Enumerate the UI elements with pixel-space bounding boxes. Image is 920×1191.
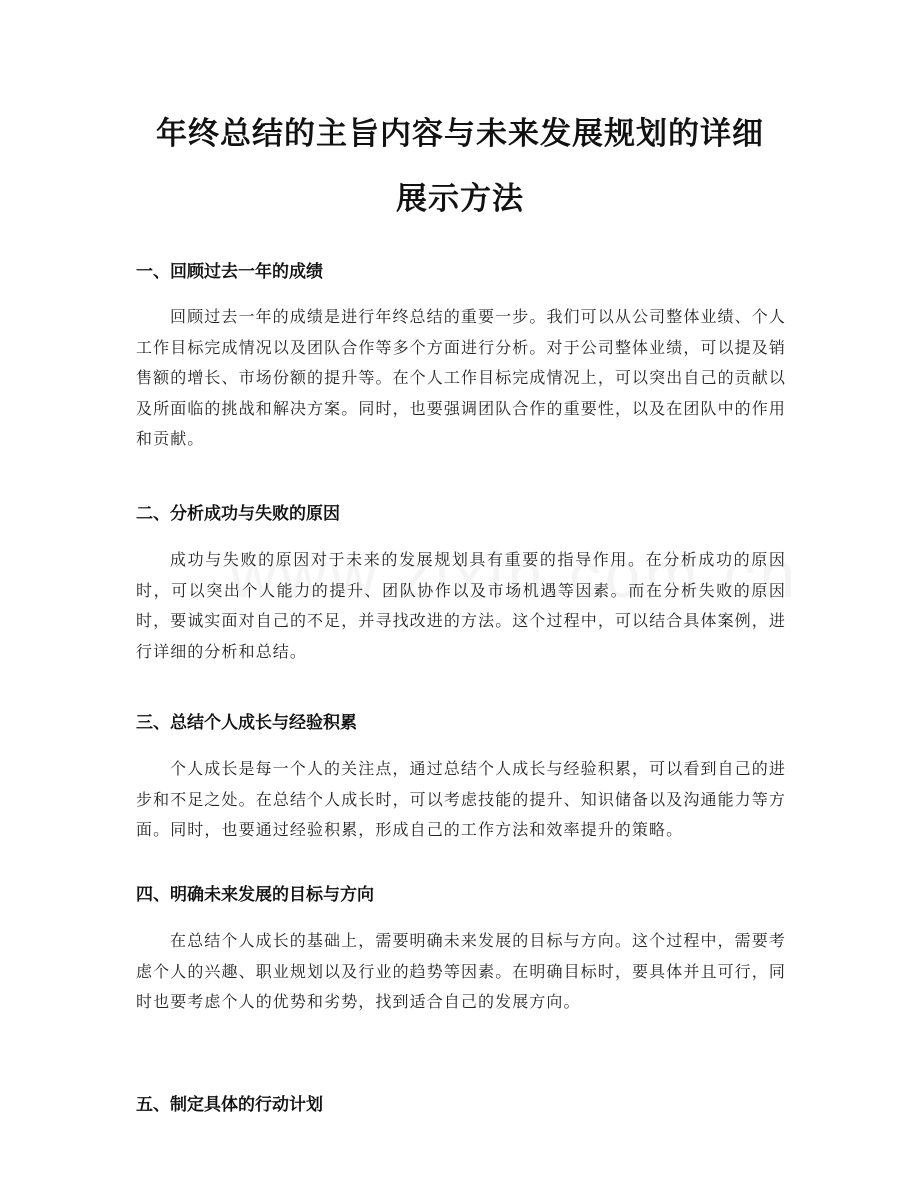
section-heading-3: 三、总结个人成长与经验积累 bbox=[136, 713, 357, 733]
section-body-3: 个人成长是每一个人的关注点，通过总结个人成长与经验积累，可以看到自己的进步和不足之处。在总结个人成长时，可以考虑技能的提升、知识储备以及沟通能力等方面。同时，也要通过经验积累，形成自己的工作方法和效率提升的策略。 bbox=[136, 759, 786, 839]
section-body-4: 在总结个人成长的基础上，需要明确未来发展的目标与方向。这个过程中，需要考虑个人的兴趣、职业规划以及行业的趋势等因素。在明确目标时，要具体并且可行，同时也要考虑个人的优势和劣势，找到适合自己的发展方向。 bbox=[136, 931, 786, 1011]
section-heading-2: 二、分析成功与失败的原因 bbox=[136, 504, 340, 524]
section-heading-1: 一、回顾过去一年的成绩 bbox=[136, 262, 323, 282]
section-body-1: 回顾过去一年的成绩是进行年终总结的重要一步。我们可以从公司整体业绩、个人工作目标完成情况以及团队合作等多个方面进行分析。对于公司整体业绩，可以提及销售额的增长、市场份额的提升等。在个人工作目标完成情况上，可以突出自己的贡献以及所面临的挑战和解决方案。同时，也要强调团队合作的重要性，以及在团队中的作用和贡献。 bbox=[136, 307, 786, 448]
section-heading-4: 四、明确未来发展的目标与方向 bbox=[136, 885, 374, 905]
document-title-line-2: 展示方法 bbox=[396, 181, 524, 217]
section-body-2: 成功与失败的原因对于未来的发展规划具有重要的指导作用。在分析成功的原因时，可以突出个人能力的提升、团队协作以及市场机遇等因素。而在分析失败的原因时，要诚实面对自己的不足，并寻找改进的方法。这个过程中，可以结合具体案例，进行详细的分析和总结。 bbox=[136, 550, 786, 661]
section-heading-5: 五、制定具体的行动计划 bbox=[136, 1095, 323, 1115]
document-title-line-1: 年终总结的主旨内容与未来发展规划的详细 bbox=[156, 116, 764, 152]
